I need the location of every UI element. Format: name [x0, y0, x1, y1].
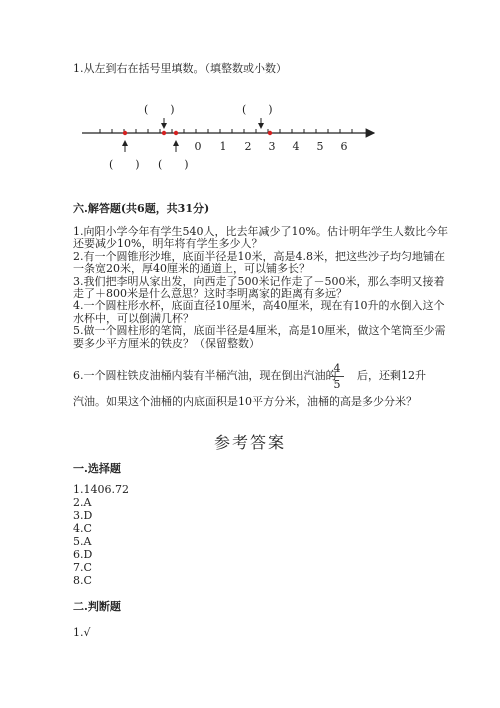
red-point-2	[162, 131, 166, 135]
red-point-3	[174, 131, 178, 135]
problem-1-line-1: 1.向阳小学今年有学生540人，比去年减少了10%。估计明年学生人数比今年	[73, 225, 448, 238]
fraction-numerator: 4	[333, 362, 341, 375]
red-point-4	[268, 131, 272, 135]
answers-section-1-header: 一.选择题	[73, 462, 121, 475]
problem-4-line-2: 水杯中，可以倒满几杯？	[73, 311, 194, 325]
answer-item: 1.√	[73, 626, 91, 639]
tick-label: 1	[219, 140, 227, 153]
answer-item: 7.C	[73, 561, 92, 574]
problem-1-line-2: 还要减少10%，明年将有学生多少人？	[73, 237, 263, 251]
paren-top-2: ( )	[242, 103, 273, 116]
tick-marks	[100, 129, 352, 133]
answer-item: 5.A	[73, 535, 92, 548]
tick-label: 0	[194, 140, 202, 153]
question-1-text: 1.从左到右在括号里填数。（填整数或小数）	[73, 62, 287, 75]
fraction-bar	[330, 376, 344, 377]
fraction	[330, 362, 344, 391]
problem-3-line-1: 3.我们把李明从家出发，向西走了500米记作走了－500米，那么李明又接着	[73, 274, 445, 288]
number-line-figure	[78, 100, 378, 180]
paren-top-1: ( )	[144, 103, 175, 116]
red-point-1	[123, 131, 127, 135]
tick-label: 4	[292, 140, 300, 153]
problem-6-line2: 汽油。如果这个油桶的内底面积是10平方分米，油桶的高是多少分米？	[73, 395, 417, 408]
section-6-header: 六.解答题(共6题，共31分)	[73, 202, 210, 215]
problem-2-line-1: 2.有一个圆锥形沙堆，底面半径是10米，高是4.8米，把这些沙子均匀地铺在	[73, 249, 445, 263]
problem-6-part1: 6.一个圆柱铁皮油桶内装有半桶汽油，现在倒出汽油的	[73, 369, 337, 382]
tick-label: 2	[244, 140, 252, 153]
problem-6-part2: 后，还剩12升	[357, 369, 426, 382]
number-line-svg	[78, 100, 378, 180]
answers-title: 参考答案	[213, 433, 286, 452]
answer-item: 1.1406.72	[73, 483, 129, 496]
answer-item: 2.A	[73, 496, 92, 509]
problem-5-line-2: 要多少平方厘米的铁皮？（保留整数）	[73, 336, 260, 350]
answer-item: 3.D	[73, 509, 93, 522]
tick-label: 3	[268, 140, 276, 153]
paren-bottom-1: ( )	[109, 158, 140, 171]
tick-labels	[195, 140, 348, 153]
answers-section-2-header: 二.判断题	[73, 600, 121, 613]
problem-5-line-1: 5.做一个圆柱形的笔筒，底面半径是4厘米，高是10厘米，做这个笔筒至少需	[73, 324, 446, 338]
answer-item: 6.D	[73, 548, 93, 561]
problem-3-line-2: 走了＋800米是什么意思？这时李明离家的距离有多远？	[73, 287, 347, 300]
problem-4-line-1: 4.一个圆柱形水杯，底面直径10厘米，高40厘米，现在有10升的水倒入这个	[73, 299, 445, 313]
fraction-denominator: 5	[333, 378, 341, 391]
tick-label: 5	[316, 140, 324, 153]
tick-label: 6	[340, 140, 348, 153]
paren-bottom-2: ( )	[158, 158, 189, 171]
answer-item: 4.C	[73, 522, 92, 535]
problem-2-line-2: 一条宽20米，厚40厘米的通道上，可以铺多长？	[73, 262, 310, 276]
answer-item: 8.C	[73, 574, 92, 587]
